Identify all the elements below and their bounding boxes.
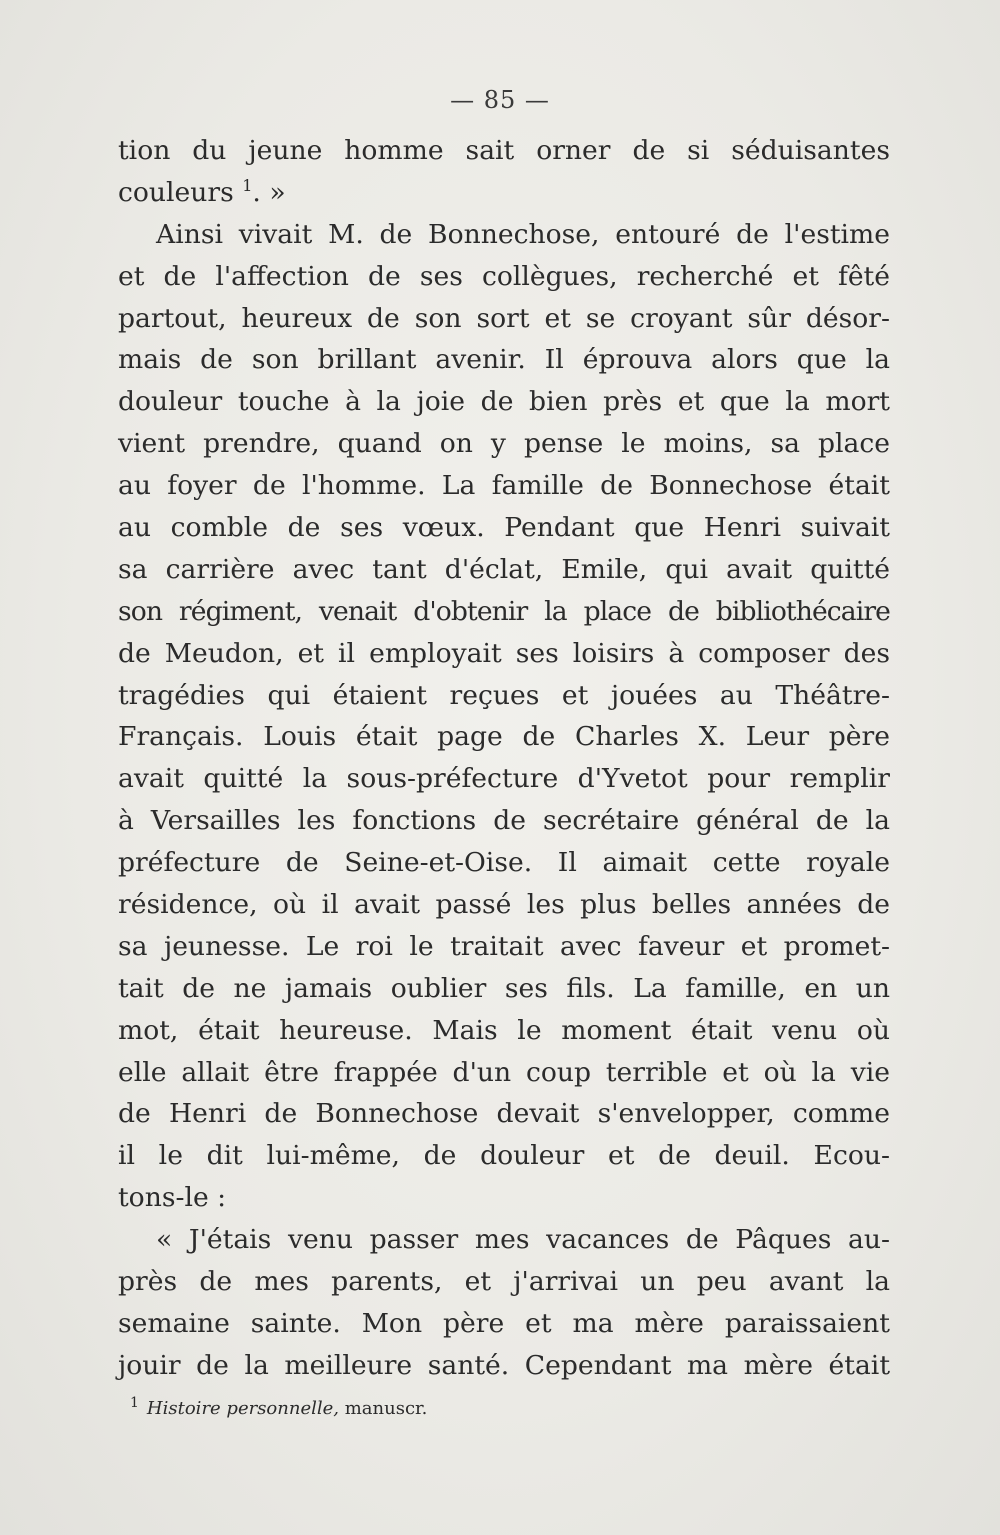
text-line: mais de son brillant avenir. Il éprouva alors que la — [118, 344, 890, 376]
text-line: et de l'affection de ses collègues, recherché et fêté — [118, 260, 890, 292]
text-line: avait quitté la sous-préfecture d'Yvetot pour remplir — [118, 763, 890, 795]
text-line: il le dit lui-même, de douleur et de deuil. Ecou- — [118, 1140, 890, 1172]
footnote-title: Histoire personnelle, — [146, 1398, 339, 1419]
text-line: vient prendre, quand on y pense le moins, sa place — [118, 428, 890, 460]
text-line: douleur touche à la joie de bien près et que la mort — [118, 386, 890, 418]
text-line: préfecture de Seine-et-Oise. Il aimait cette royale — [118, 847, 890, 879]
text-line: sa carrière avec tant d'éclat, Emile, qui avait quitté — [118, 553, 890, 585]
text-line: Français. Louis était page de Charles X. Leur père — [118, 721, 890, 753]
text-line: tragédies qui étaient reçues et jouées au Théâtre- — [118, 679, 890, 711]
text-line: résidence, où il avait passé les plus belles années de — [118, 889, 890, 921]
text-line: elle allait être frappée d'un coup terrible et où la vie — [118, 1056, 890, 1088]
text-line: semaine sainte. Mon père et ma mère paraissaient — [118, 1307, 890, 1339]
text-line-end: . » — [252, 176, 286, 208]
footnote-mark: 1 — [130, 1395, 139, 1411]
text-line: à Versailles les fonctions de secrétaire général de la — [118, 805, 890, 837]
text-line: tion du jeune homme sait orner de si séduisantes — [118, 135, 890, 166]
footnote-text: manuscr. — [339, 1398, 428, 1419]
text-line: tait de ne jamais oublier ses fils. La famille, en un — [118, 972, 890, 1004]
text-line: au comble de ses vœux. Pendant que Henri suivait — [118, 512, 890, 544]
text-line: de Henri de Bonnechose devait s'envelopper, comme — [118, 1098, 890, 1130]
text-line: mot, était heureuse. Mais le moment était venu où — [118, 1014, 890, 1046]
text-line: « J'étais venu passer mes vacances de Pâques au- — [156, 1224, 890, 1256]
text-line: sa jeunesse. Le roi le traitait avec faveur et promet- — [118, 930, 890, 962]
page-number: — 85 — — [450, 86, 550, 114]
body-text — [118, 130, 890, 1387]
text-line: tons-le : — [118, 1182, 227, 1214]
footnote-reference: 1 — [242, 176, 253, 196]
text-line: jouir de la meilleure santé. Cependant ma mère était — [118, 1349, 890, 1381]
text-line: partout, heureux de son sort et se croyant sûr désor- — [118, 302, 890, 334]
text-line: au foyer de l'homme. La famille de Bonnechose était — [118, 470, 890, 502]
text-line: près de mes parents, et j'arrivai un peu avant la — [118, 1266, 890, 1298]
text-line: de Meudon, et il employait ses loisirs à composer des — [118, 637, 890, 669]
text-line — [118, 172, 890, 214]
text-line: Ainsi vivait M. de Bonnechose, entouré de l'estime — [156, 218, 890, 250]
text-line-content: couleurs — [118, 176, 234, 208]
footnote — [130, 1395, 830, 1419]
text-line: son régiment, venait d'obtenir la place de bibliothécaire — [118, 595, 890, 627]
